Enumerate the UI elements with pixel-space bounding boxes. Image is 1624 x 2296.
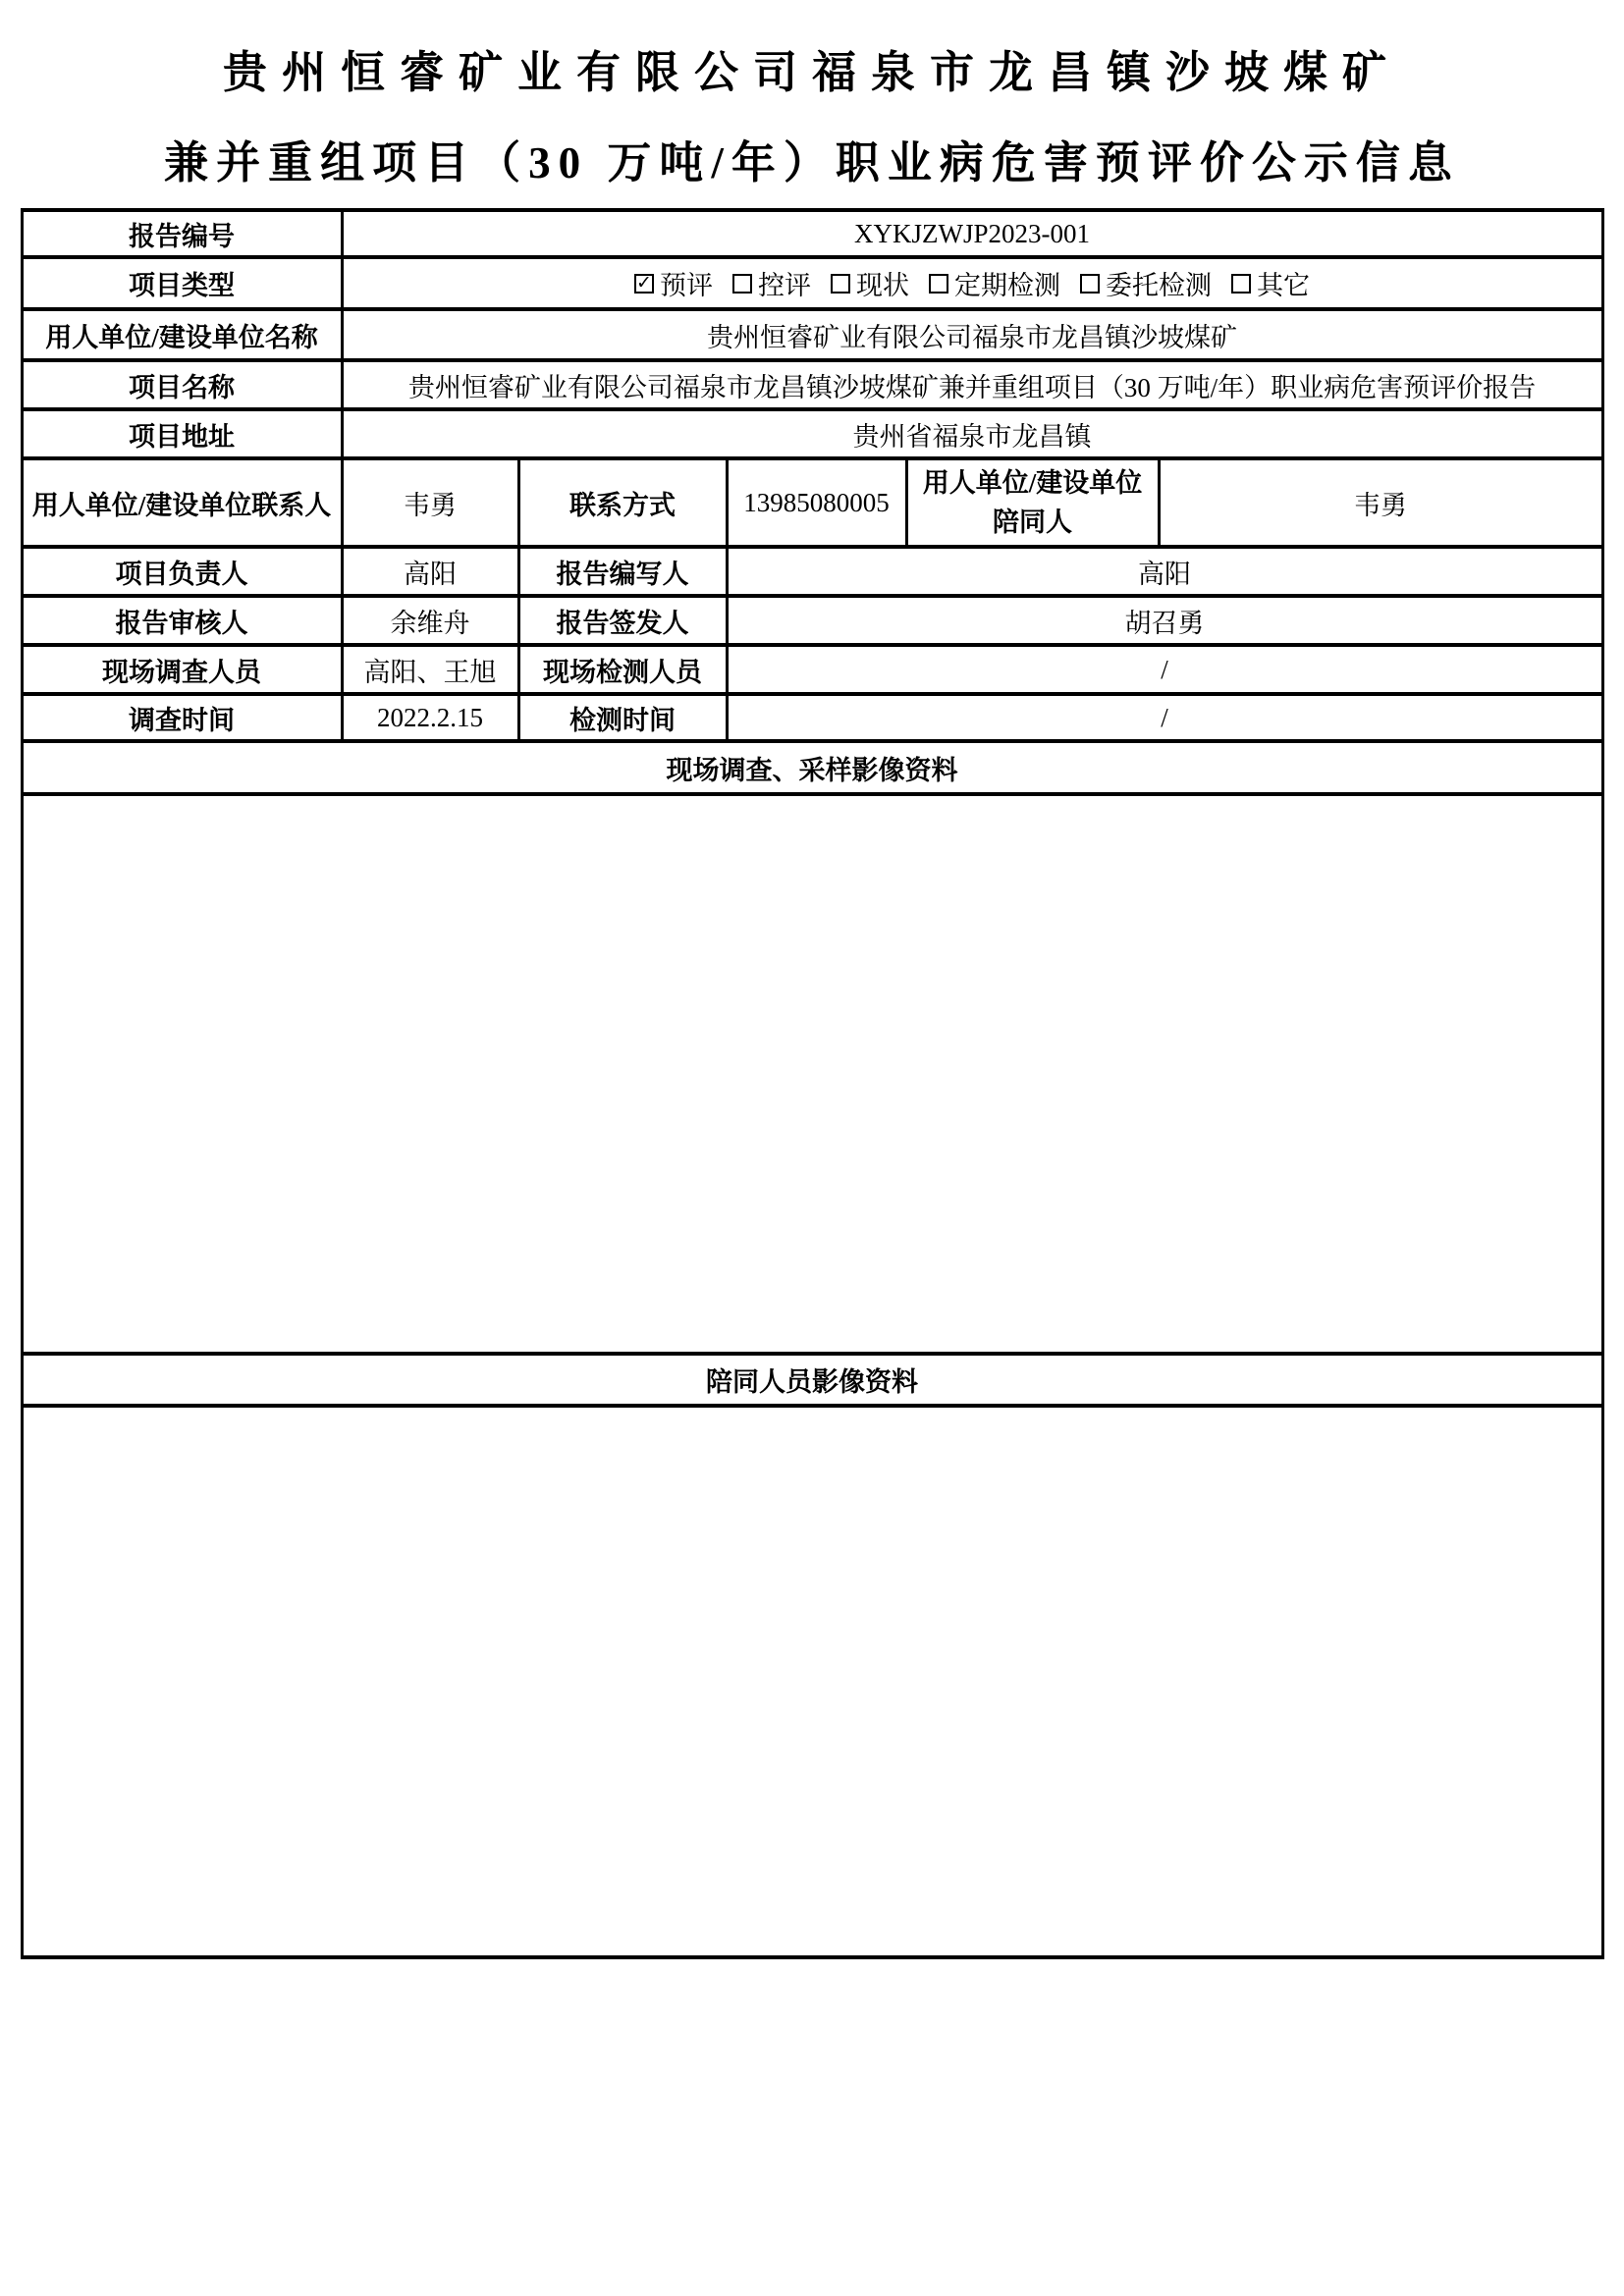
page-title-line2: 兼并重组项目（30 万吨/年）职业病危害预评价公示信息: [164, 138, 1460, 187]
project-type-option: [732, 264, 811, 302]
project-type-label: 项目类型: [22, 257, 342, 309]
info-table: [21, 208, 1604, 1959]
writer-value: 高阳: [727, 547, 1602, 596]
leader-value: 高阳: [342, 547, 518, 596]
checkbox-label: 控评: [758, 271, 811, 300]
leader-label: 项目负责人: [22, 547, 342, 596]
site-media-cell: [22, 794, 1602, 1354]
project-name-value: 贵州恒睿矿业有限公司福泉市龙昌镇沙坡煤矿兼并重组项目（30 万吨/年）职业病危害预评价报告: [342, 360, 1602, 409]
table-row-leader: [22, 547, 1602, 596]
survey-staff-value: 高阳、王旭: [342, 645, 518, 694]
issuer-value: 胡召勇: [727, 596, 1602, 645]
table-row-project-name: [22, 360, 1602, 409]
table-row-report-no: [22, 210, 1602, 257]
checkbox-label: 现状: [856, 271, 909, 300]
table-row-review: [22, 596, 1602, 645]
escort-label: 用人单位/建设单位 陪同人: [906, 458, 1159, 547]
project-type-option: [929, 264, 1060, 302]
table-row-contact: [22, 458, 1602, 547]
project-type-option: [831, 264, 909, 302]
table-row-escort-media-header: [22, 1354, 1602, 1406]
checkbox-label: 委托检测: [1106, 271, 1212, 300]
checkbox-icon: [831, 274, 850, 294]
page-title-line1: 贵州恒睿矿业有限公司福泉市龙昌镇沙坡煤矿: [222, 48, 1401, 97]
employer-name-value: 贵州恒睿矿业有限公司福泉市龙昌镇沙坡煤矿: [342, 309, 1602, 360]
detection-staff-label: 现场检测人员: [518, 645, 727, 694]
table-row-site-media: [22, 794, 1602, 1354]
checkbox-icon: [1080, 274, 1100, 294]
phone-value: 13985080005: [727, 458, 906, 547]
detection-time-value: /: [727, 694, 1602, 741]
project-type-option: [1231, 264, 1310, 302]
checkbox-label: 预评: [660, 271, 713, 300]
reviewer-label: 报告审核人: [22, 596, 342, 645]
detection-time-label: 检测时间: [518, 694, 727, 741]
writer-label: 报告编写人: [518, 547, 727, 596]
checkbox-label: 其它: [1257, 271, 1310, 300]
table-row-project-type: [22, 257, 1602, 309]
survey-time-label: 调查时间: [22, 694, 342, 741]
project-address-label: 项目地址: [22, 409, 342, 458]
table-row-project-address: [22, 409, 1602, 458]
escort-media-cell: [22, 1406, 1602, 1957]
report-no-label: 报告编号: [22, 210, 342, 257]
survey-time-value: 2022.2.15: [342, 694, 518, 741]
checkbox-icon: [732, 274, 752, 294]
reviewer-value: 余维舟: [342, 596, 518, 645]
project-address-value: 贵州省福泉市龙昌镇: [342, 409, 1602, 458]
project-type-option: [634, 264, 713, 302]
checkbox-icon: [1231, 274, 1251, 294]
contact-label: 用人单位/建设单位联系人: [22, 458, 342, 547]
report-no-value: XYKJZWJP2023-001: [342, 210, 1602, 257]
project-name-label: 项目名称: [22, 360, 342, 409]
detection-staff-value: /: [727, 645, 1602, 694]
escort-media-header: 陪同人员影像资料: [22, 1354, 1602, 1406]
project-type-options: [350, 264, 1596, 302]
document-titles: [0, 43, 1624, 192]
table-row-escort-media: [22, 1406, 1602, 1957]
project-type-option: [1080, 264, 1212, 302]
table-row-survey: [22, 645, 1602, 694]
site-media-header: 现场调查、采样影像资料: [22, 741, 1602, 794]
employer-name-label: 用人单位/建设单位名称: [22, 309, 342, 360]
table-row-site-media-header: [22, 741, 1602, 794]
checked-checkbox-icon: ✓: [634, 274, 654, 294]
table-row-time: [22, 694, 1602, 741]
table-row-employer-name: [22, 309, 1602, 360]
escort-name-value: 韦勇: [1159, 458, 1602, 547]
checkbox-label: 定期检测: [954, 271, 1060, 300]
issuer-label: 报告签发人: [518, 596, 727, 645]
contact-name-value: 韦勇: [342, 458, 518, 547]
project-type-value: [342, 257, 1602, 309]
phone-label: 联系方式: [518, 458, 727, 547]
checkbox-icon: [929, 274, 948, 294]
survey-staff-label: 现场调查人员: [22, 645, 342, 694]
